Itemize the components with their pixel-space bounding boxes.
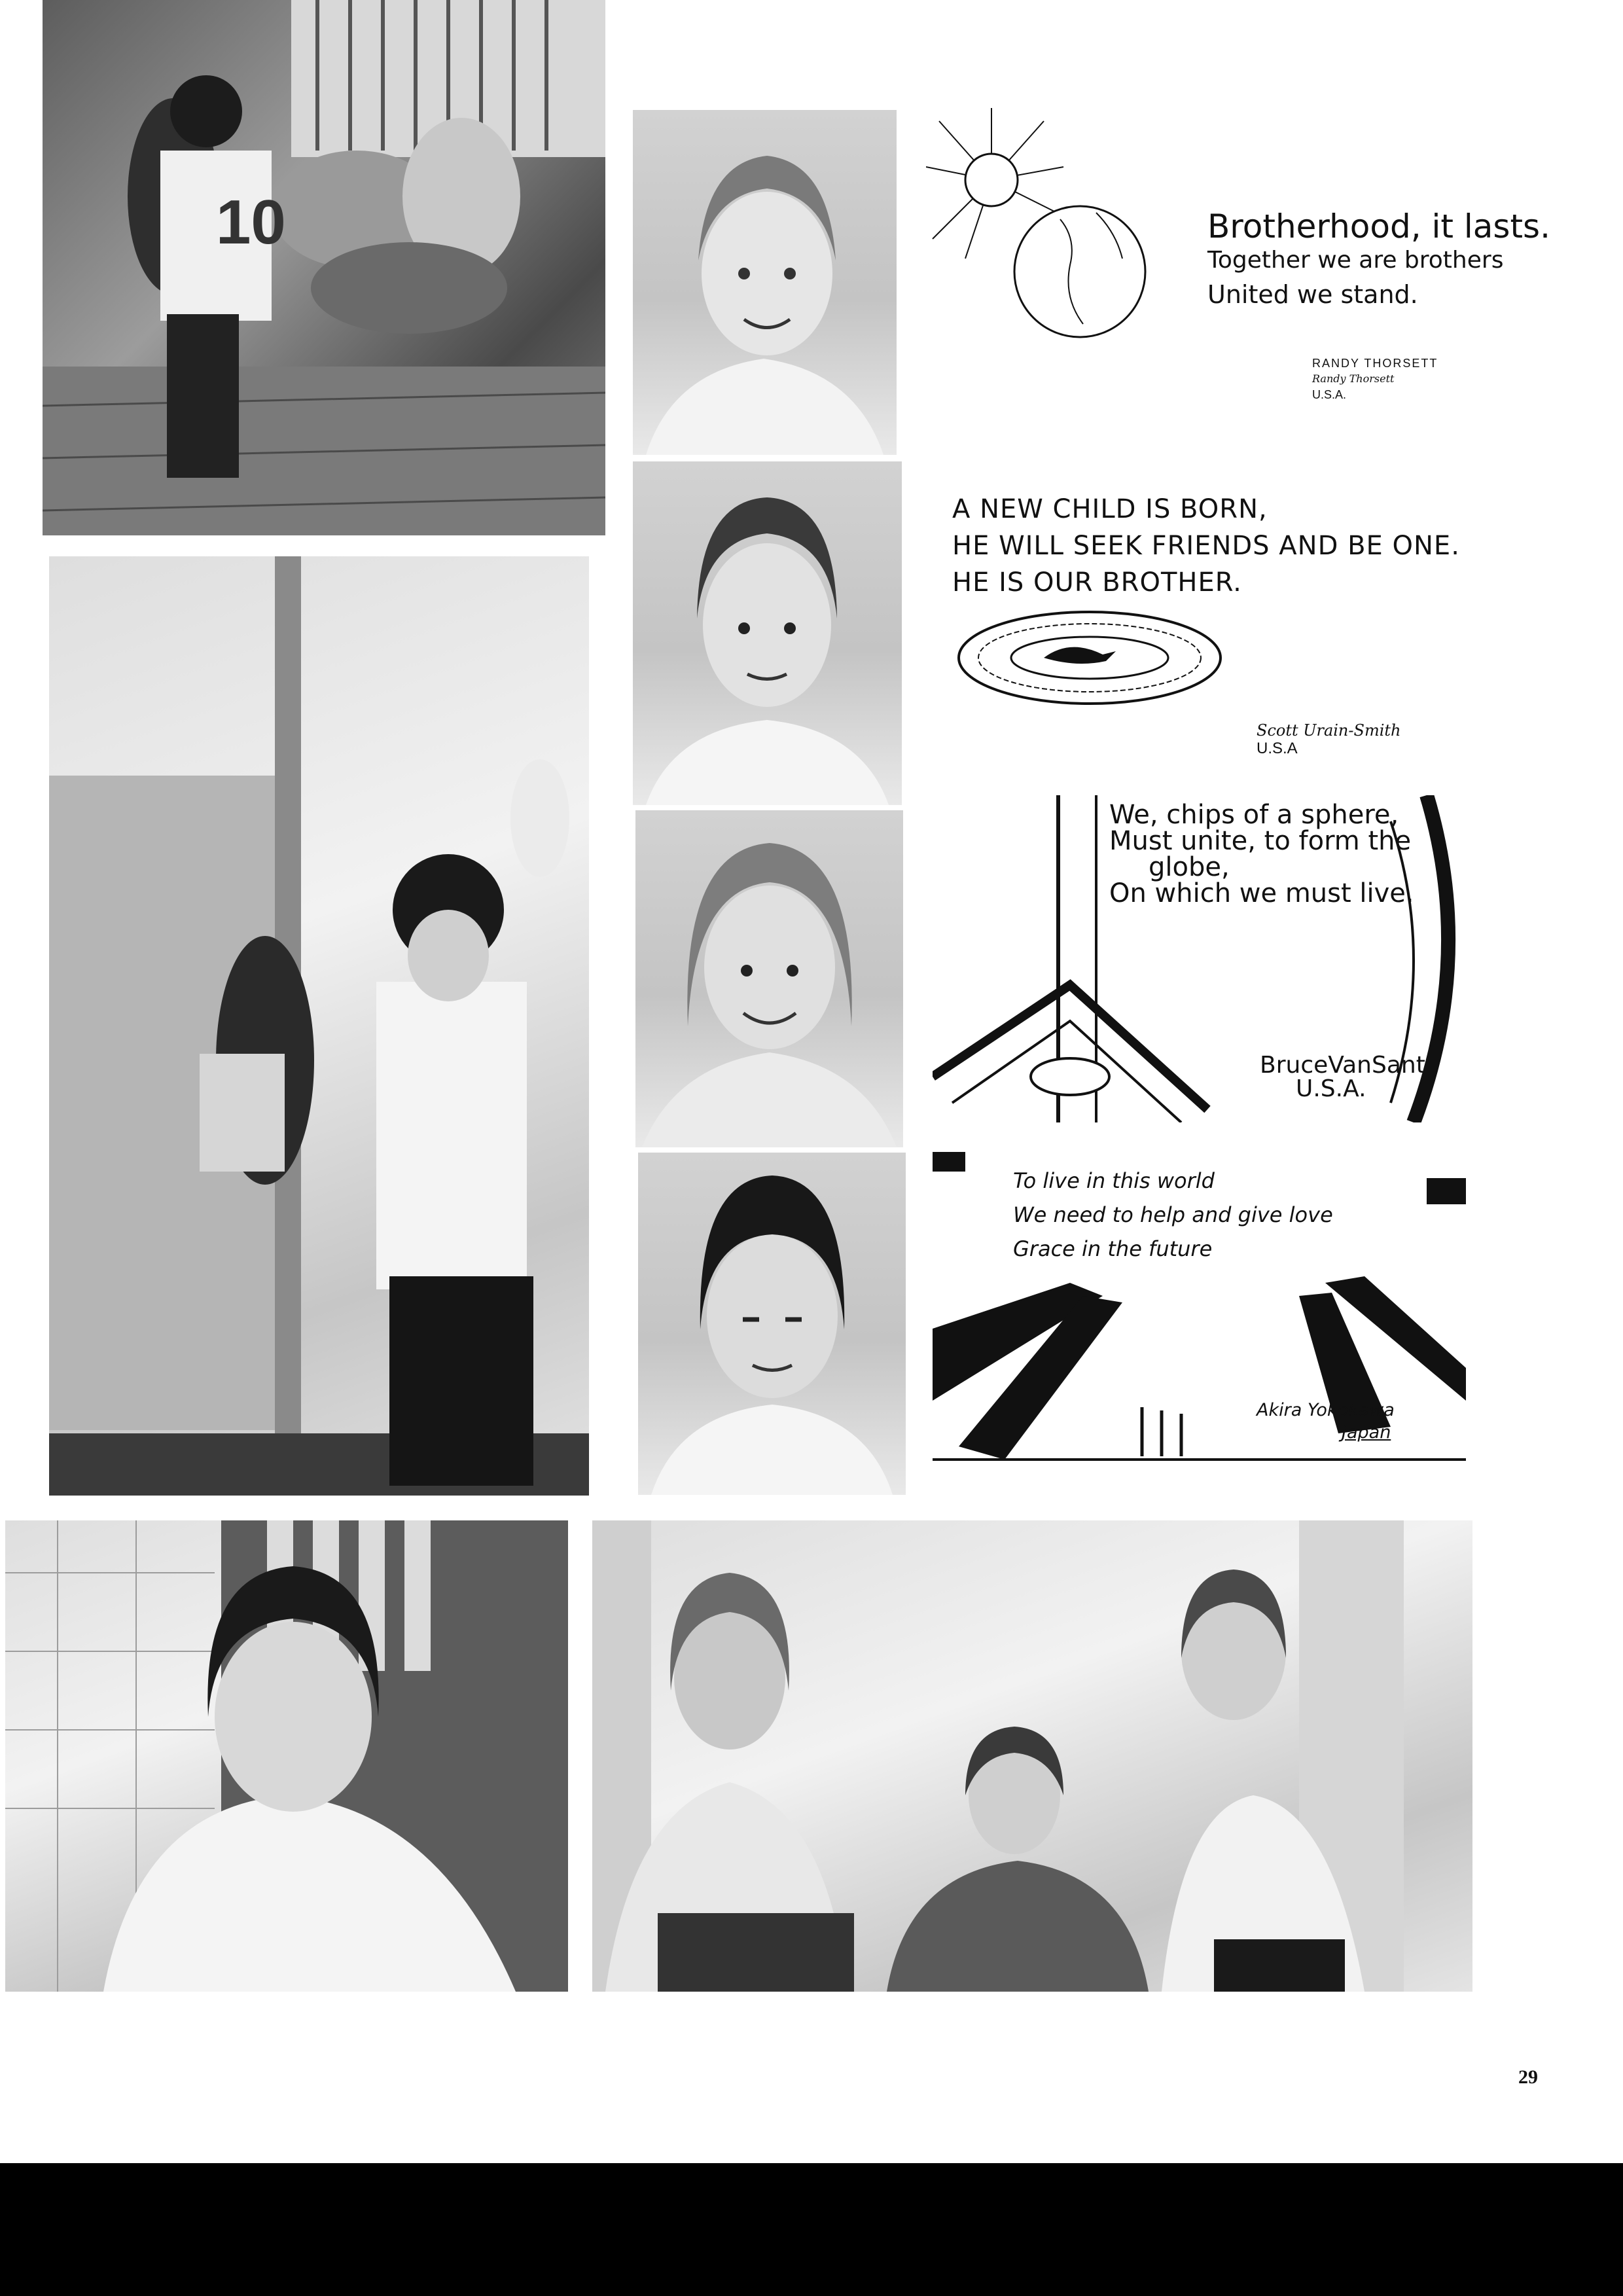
poem-4-line-2: We need to help and give love bbox=[1013, 1202, 1333, 1227]
poem-4-line-1: To live in this world bbox=[1013, 1168, 1215, 1193]
poem-card-3 bbox=[933, 795, 1466, 1122]
poem-1-line-1: Brotherhood, it lasts. bbox=[1207, 207, 1550, 245]
poem-2-line-1: A NEW CHILD IS BORN, bbox=[952, 494, 1268, 524]
portrait-4 bbox=[638, 1153, 906, 1495]
poem-3-line-1: We, chips of a sphere, bbox=[1109, 800, 1399, 830]
poem-4-line-3: Grace in the future bbox=[1013, 1236, 1213, 1261]
nest-icon bbox=[952, 605, 1227, 710]
poem-3-line-4: On which we must live. bbox=[1109, 878, 1414, 908]
jersey-number: 10 bbox=[216, 187, 286, 257]
poem-1-line-3: United we stand. bbox=[1207, 280, 1418, 309]
portrait-1 bbox=[633, 110, 897, 455]
sun-globe-icon bbox=[926, 108, 1175, 357]
portrait-3 bbox=[635, 810, 903, 1147]
portrait-2 bbox=[633, 461, 902, 805]
poem-1-line-2: Together we are brothers bbox=[1207, 247, 1504, 274]
poem-2-country: U.S.A bbox=[1257, 740, 1298, 757]
photo-three-students bbox=[592, 1520, 1472, 1992]
photo-student-desk bbox=[5, 1520, 568, 1992]
poem-1-signature: Randy Thorsett bbox=[1312, 372, 1395, 385]
poem-2-line-2: HE WILL SEEK FRIENDS AND BE ONE. bbox=[952, 531, 1460, 561]
poem-card-1 bbox=[926, 108, 1550, 442]
poem-1-country: U.S.A. bbox=[1312, 388, 1347, 401]
page-number: 29 bbox=[1518, 2066, 1538, 2088]
poem-2-line-3: HE IS OUR BROTHER. bbox=[952, 567, 1242, 598]
poem-1-author: RANDY THORSETT bbox=[1312, 357, 1438, 370]
poem-3-line-2: Must unite, to form the bbox=[1109, 826, 1412, 856]
poem-3-line-3: globe, bbox=[1149, 852, 1230, 882]
poem-3-country: U.S.A. bbox=[1296, 1075, 1366, 1102]
poem-4-country: Japan bbox=[1342, 1422, 1391, 1443]
scan-edge-strip bbox=[0, 2163, 1623, 2296]
poem-card-2 bbox=[952, 491, 1476, 772]
poem-3-author: BruceVanSant bbox=[1260, 1052, 1425, 1079]
poem-card-4 bbox=[933, 1152, 1466, 1466]
photo-gym-game bbox=[43, 0, 605, 535]
poem-4-author: Akira Yokokawa bbox=[1257, 1400, 1395, 1420]
poem-2-author: Scott Urain-Smith bbox=[1257, 721, 1401, 740]
photo-student-waving bbox=[49, 556, 589, 1496]
